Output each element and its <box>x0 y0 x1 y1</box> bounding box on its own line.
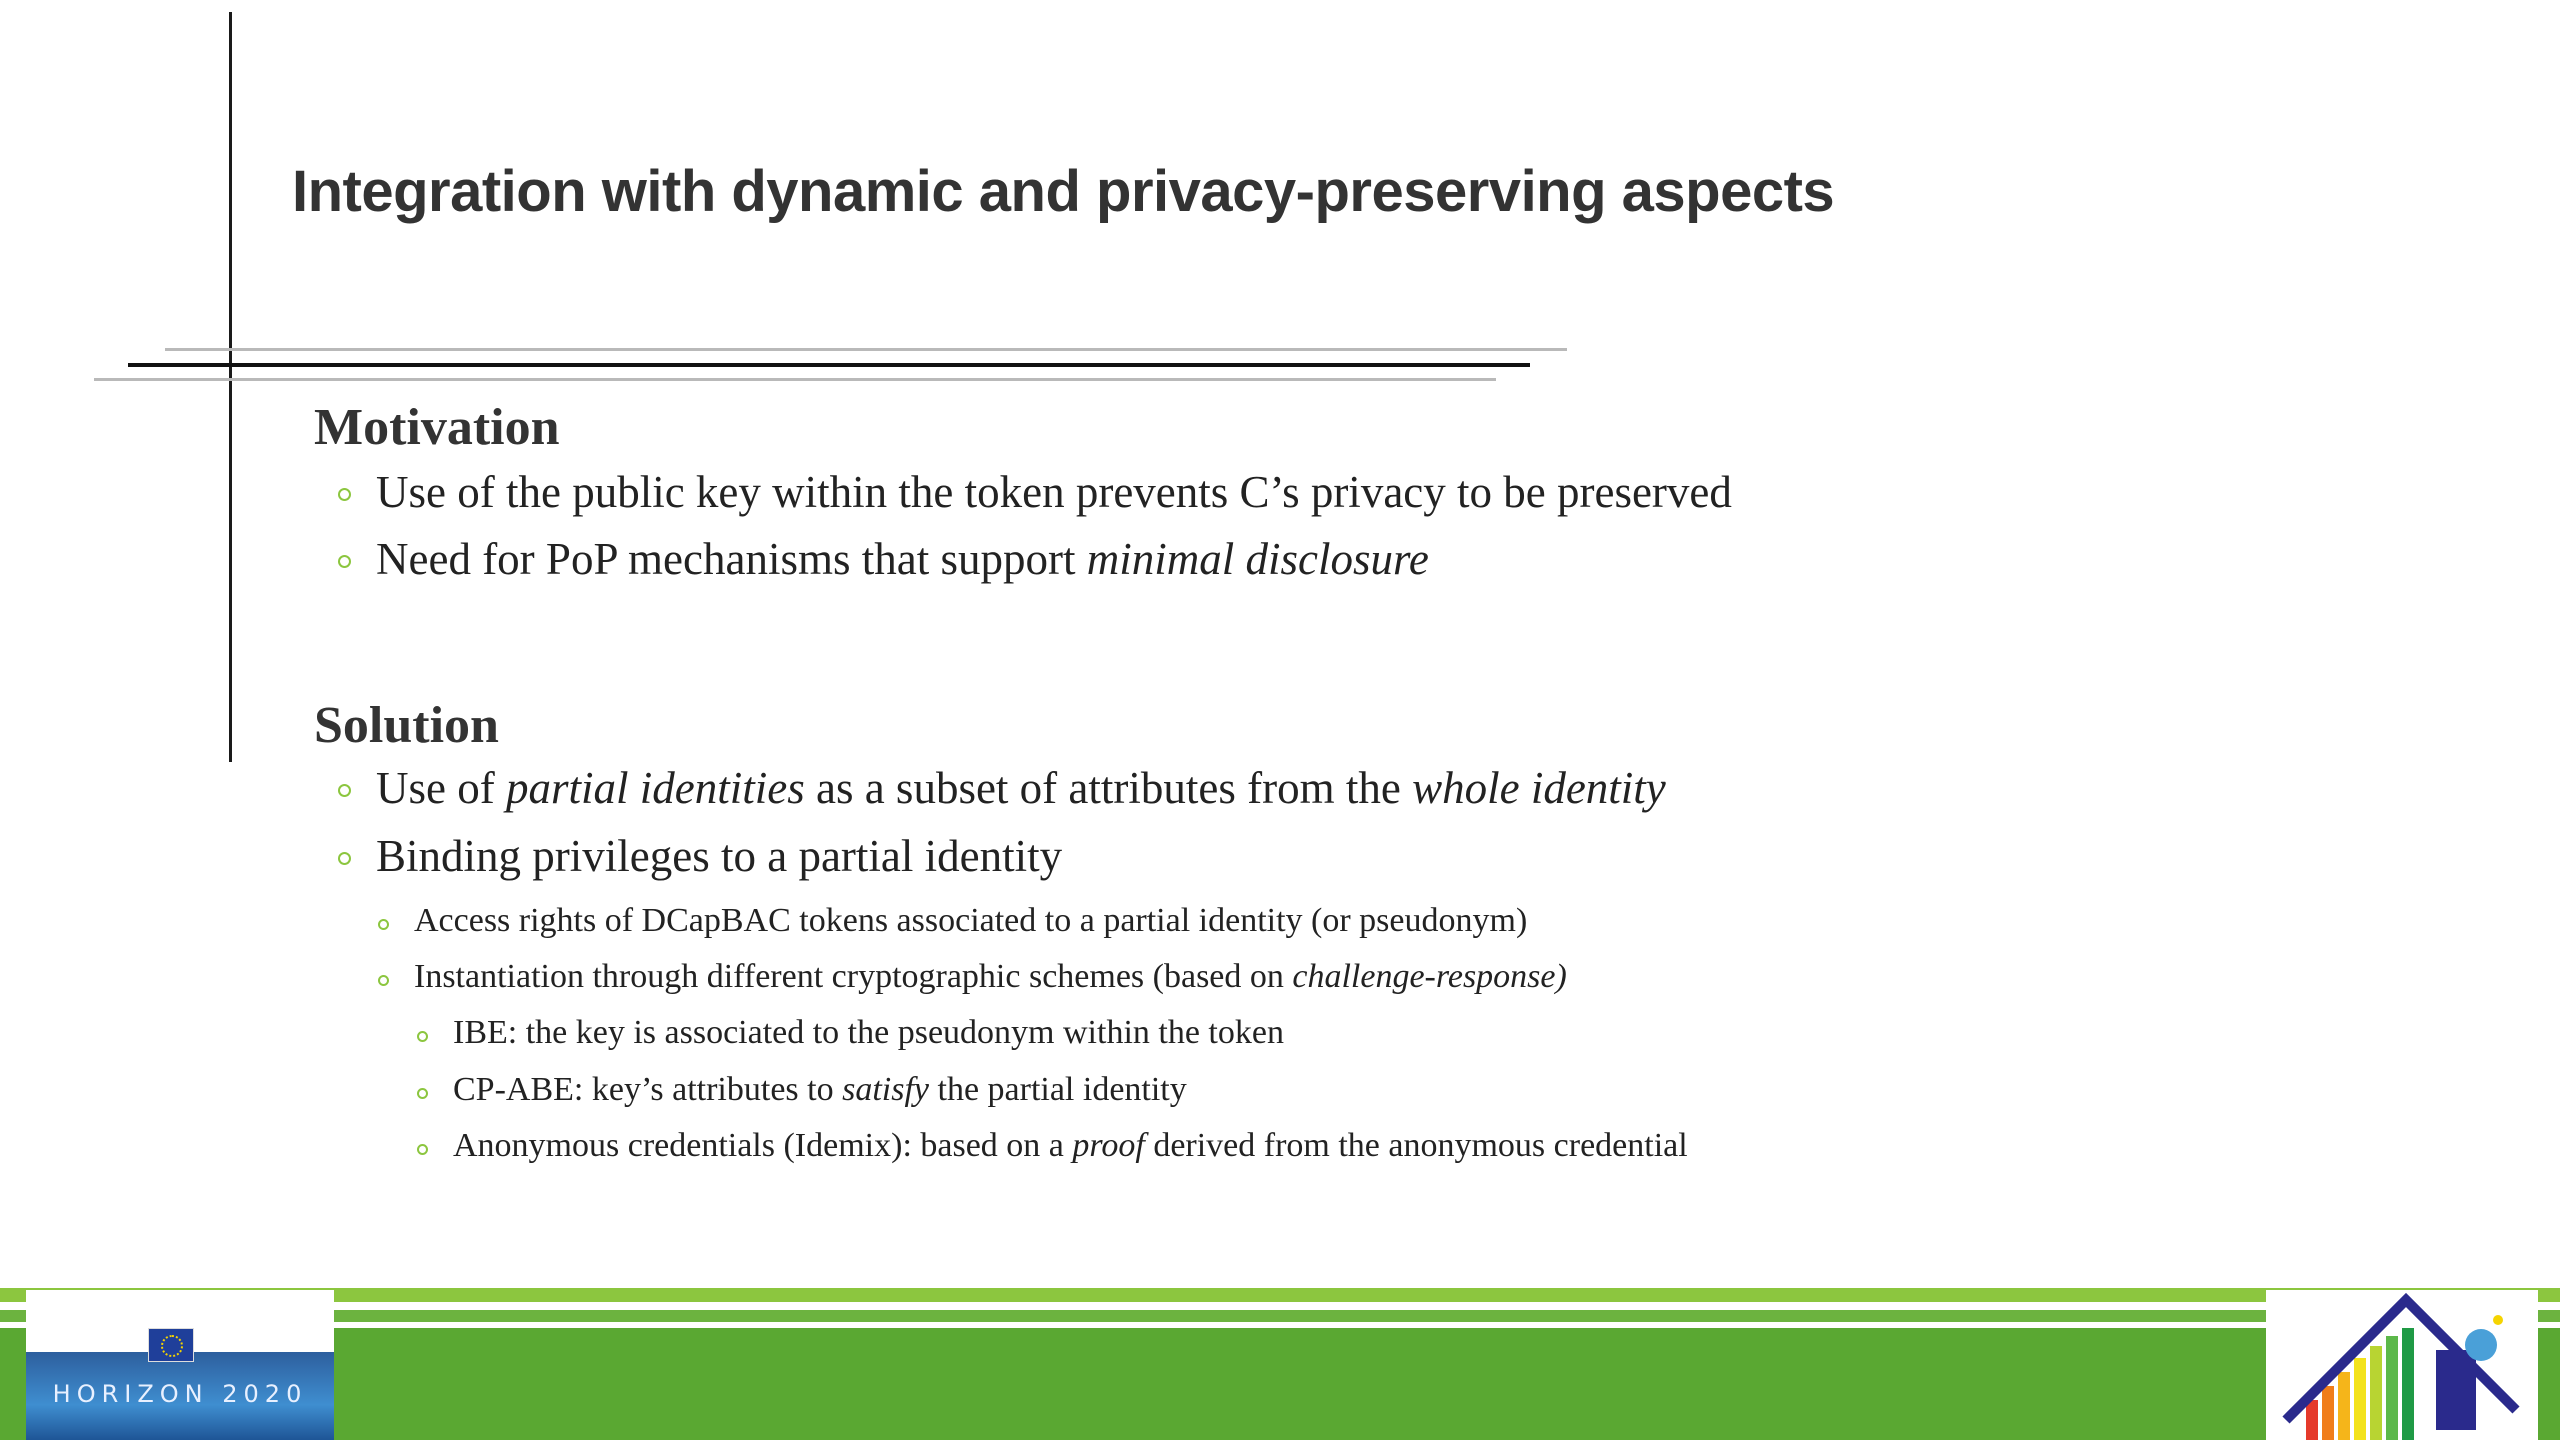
horizon-2020-logo <box>26 1290 334 1440</box>
project-logo <box>2266 1290 2538 1440</box>
bullet-icon <box>338 784 351 797</box>
solution-bullet-1: Use of partial identities as a subset of attributes from the whole identity <box>376 762 1666 814</box>
bullet-icon <box>378 919 389 930</box>
horizontal-rule-top <box>165 348 1567 351</box>
slide-title: Integration with dynamic and privacy-preserving aspects <box>292 159 1835 224</box>
bullet-icon <box>338 852 351 865</box>
solution-subsubbullet-2: CP-ABE: key’s attributes to satisfy the partial identity <box>453 1071 1187 1109</box>
solution-bullet-2: Binding privileges to a partial identity <box>376 830 1062 882</box>
solution-heading: Solution <box>314 697 499 754</box>
horizontal-rule-middle <box>128 363 1530 367</box>
solution-subbullet-1: Access rights of DCapBAC tokens associated to a partial identity (or pseudonym) <box>414 902 1527 940</box>
motivation-bullet-2: Need for PoP mechanisms that support minimal disclosure <box>376 533 1429 585</box>
solution-subbullet-2: Instantiation through different cryptographic schemes (based on challenge-response) <box>414 958 1567 996</box>
bullet-icon <box>338 488 351 501</box>
solution-subsubbullet-1: IBE: the key is associated to the pseudonym within the token <box>453 1014 1284 1052</box>
solution-subsubbullet-3: Anonymous credentials (Idemix): based on a proof derived from the anonymous credential <box>453 1127 1688 1165</box>
horizon-2020-label: HORIZON 2020 <box>52 1380 308 1408</box>
eu-flag-icon <box>148 1328 194 1362</box>
bullet-icon <box>417 1031 428 1042</box>
motivation-heading: Motivation <box>314 399 560 456</box>
bullet-icon <box>417 1144 428 1155</box>
bullet-icon <box>378 975 389 986</box>
house-energy-label-icon <box>2266 1290 2538 1440</box>
vertical-rule <box>229 12 232 762</box>
footer-band <box>0 1288 2560 1440</box>
bullet-icon <box>338 555 351 568</box>
bullet-icon <box>417 1088 428 1099</box>
horizontal-rule-bottom <box>94 378 1496 381</box>
motivation-bullet-1: Use of the public key within the token prevents C’s privacy to be preserved <box>376 466 1732 518</box>
